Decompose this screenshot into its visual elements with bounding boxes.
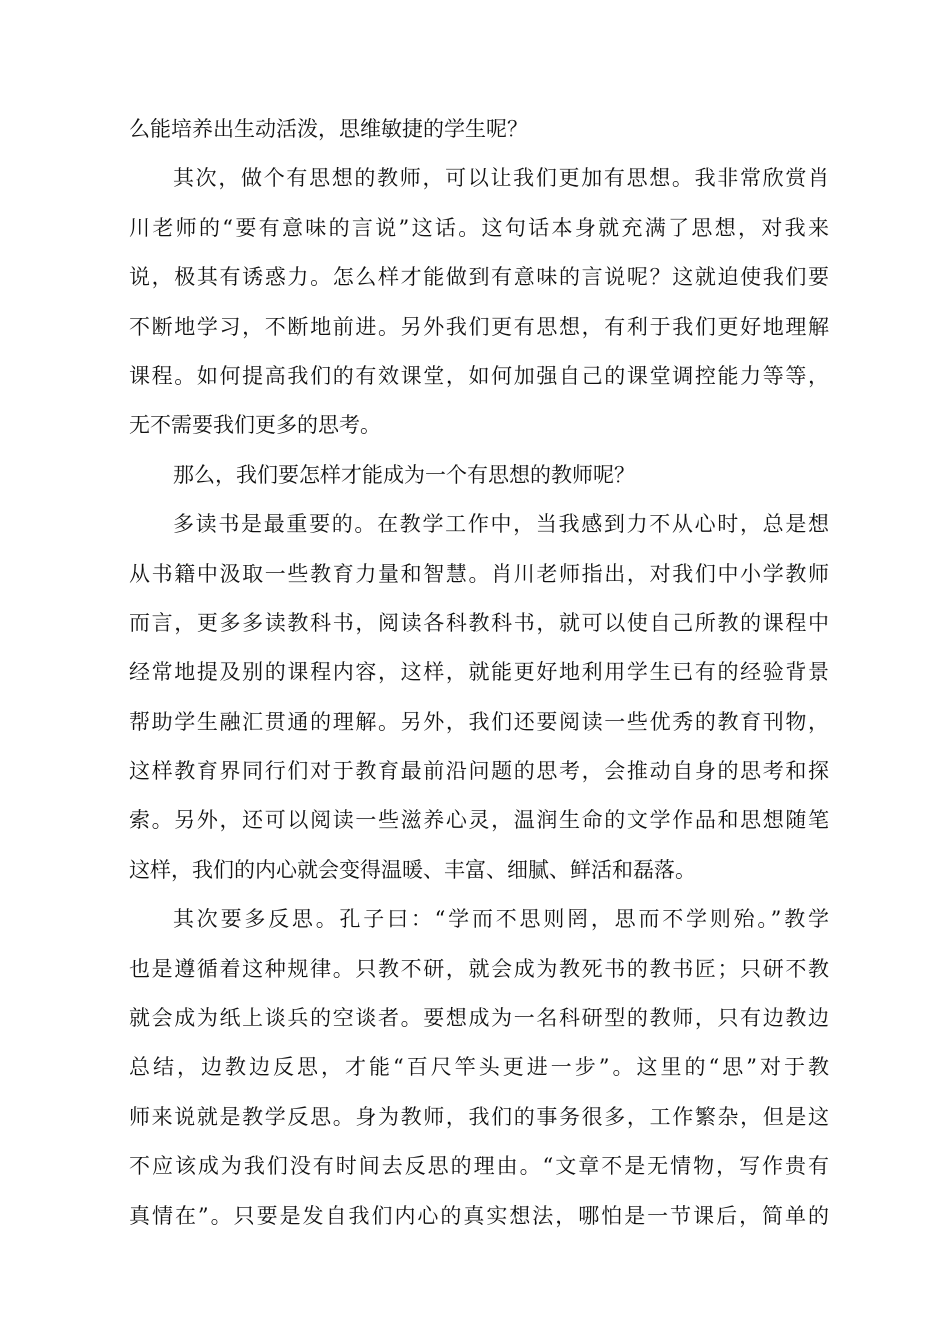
- paragraph-first-line: 其次要多反思。孔子曰：“学而不思则罔，思而不学则殆。”教学: [173, 907, 829, 932]
- paragraph-first-line: 其次，做个有思想的教师，可以让我们更加有思想。我非常欣赏肖: [173, 166, 829, 191]
- text-line: 不应该成为我们没有时间去反思的理由。“文章不是无情物，写作贵有: [129, 1154, 829, 1179]
- text-line: 师来说就是教学反思。身为教师，我们的事务很多，工作繁杂，但是这: [129, 1104, 829, 1129]
- text-line: 无不需要我们更多的思考。: [129, 413, 381, 438]
- text-line: 就会成为纸上谈兵的空谈者。要想成为一名科研型的教师，只有边教边: [129, 1006, 829, 1031]
- text-line: 说，极其有诱惑力。怎么样才能做到有意味的言说呢？这就迫使我们要: [129, 265, 829, 290]
- text-line: 不断地学习，不断地前进。另外我们更有思想，有利于我们更好地理解: [129, 314, 829, 339]
- text-line: 帮助学生融汇贯通的理解。另外，我们还要阅读一些优秀的教育刊物，: [129, 709, 829, 734]
- text-line: 这样教育界同行们对于教育最前沿问题的思考，会推动自身的思考和探: [129, 759, 829, 784]
- text-line: 真情在”。只要是发自我们内心的真实想法，哪怕是一节课后，简单的: [129, 1203, 829, 1228]
- text-line: 么能培养出生动活泼，思维敏捷的学生呢？: [129, 117, 528, 141]
- text-line: 川老师的“要有意味的言说”这话。这句话本身就充满了思想，对我来: [129, 215, 829, 240]
- text-line: 而言，更多多读教科书，阅读各科教科书，就可以使自己所教的课程中: [129, 610, 829, 635]
- text-line: 索。另外，还可以阅读一些滋养心灵，温润生命的文学作品和思想随笔: [129, 808, 829, 833]
- text-line: 也是遵循着这种规律。只教不研，就会成为教死书的教书匠；只研不教: [129, 956, 829, 981]
- body-text: [129, 105, 829, 1241]
- text-line: 课程。如何提高我们的有效课堂，如何加强自己的课堂调控能力等等，: [129, 363, 829, 388]
- text-line: 从书籍中汲取一些教育力量和智慧。肖川老师指出，对我们中小学教师: [129, 561, 829, 586]
- text-line: 这样，我们的内心就会变得温暖、丰富、细腻、鲜活和磊落。: [129, 857, 696, 882]
- paragraph-first-line: 那么，我们要怎样才能成为一个有思想的教师呢？: [173, 462, 635, 487]
- text-line: 总结，边教边反思，才能“百尺竿头更进一步”。这里的“思”对于教: [129, 1055, 829, 1080]
- paragraph-first-line: 多读书是最重要的。在教学工作中，当我感到力不从心时，总是想: [173, 512, 829, 537]
- text-line: 经常地提及别的课程内容，这样，就能更好地利用学生已有的经验背景: [129, 660, 829, 685]
